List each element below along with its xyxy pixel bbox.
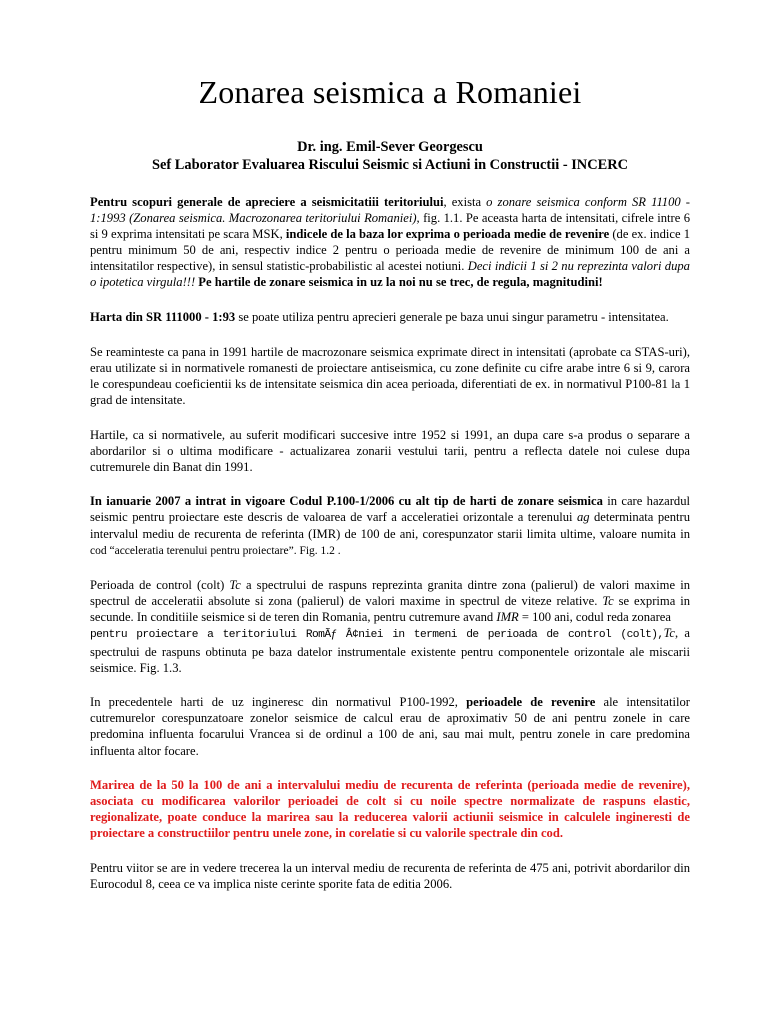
- p1-standard-ref: o zonare seismica conform SR 11100 - 1:1993 (Zonarea seismica. Macrozonarea teritoriului Romaniei),: [90, 195, 690, 226]
- author-name: Dr. ing. Emil-Sever Georgescu: [297, 139, 483, 155]
- p6-tc-symbol: Tc: [229, 578, 241, 593]
- paragraph-seismicity-map: [90, 194, 690, 291]
- p6-text: Perioada de control (colt): [90, 578, 230, 593]
- p7-bold-term: perioadele de revenire: [466, 695, 596, 710]
- p6-text-4: = 100 ani, codul reda zonarea: [518, 610, 671, 625]
- page-title: Zonarea seismica a Romaniei: [198, 74, 582, 110]
- p6-tc-symbol-3: Tc: [663, 626, 675, 641]
- p7-text-2: ale intensitatilor cutremurelor corespunzatoare zonelor seismice de calcul erau de aproximativ 50 de ani pentru zonele in care predomina influenta focarului Vrancea si de ordinul a 100 de ani, sau mai mult, pentru zonele in care predomina influenta altor focare.: [90, 695, 690, 758]
- p1-bold-lead: Pentru scopuri generale de apreciere a seismicitatiii teritoriului: [90, 195, 444, 209]
- p5-ag-symbol: ag: [576, 510, 590, 525]
- author-affiliation: Sef Laborator Evaluarea Riscului Seismic si Actiuni in Constructii - INCERC: [152, 157, 628, 173]
- p1-text: , exista: [443, 195, 487, 209]
- p1-warning: Deci indicii 1 si 2 nu reprezinta valori dupa o ipotetica virgula!!!: [90, 259, 690, 290]
- p1-index-note: indicele de la baza lor exprima o perioada medie de revenire: [285, 227, 610, 242]
- p6-imr-symbol: IMR: [496, 610, 519, 625]
- p6-text-5: , a spectrului de raspuns obtinuta pe baza datelor instrumentale existente pentru componentele orizontale ale miscarii seismice. Fig. 1.3.: [90, 626, 690, 675]
- author-block: [90, 138, 690, 174]
- p2-text: se poate utiliza pentru aprecieri generale pe baza unui singur parametru - intensitatea.: [235, 310, 669, 325]
- p5-text: in care hazardul seismic pentru proiectare este descris de valoarea de varf a acceleratiei orizontale a terenului: [90, 494, 690, 525]
- p2-bold-lead: Harta din SR 111000 - 1:93: [90, 310, 236, 325]
- paragraph-p100-1992: [90, 694, 690, 758]
- p6-text-2: a spectrului de raspuns reprezinta granita dintre zona (palierul) de valori maxime in spectrul de acceleratii absolute si zona (palierul) de valori maxime in spectrul de viteze relative.: [90, 578, 690, 609]
- p5-quoted-term: cod “acceleratia terenului pentru proiectare”: [90, 544, 294, 557]
- p7-text: In precedentele harti de uz ingineresc din normativul P100-1992,: [90, 695, 467, 710]
- paragraph-modifications: Hartile, ca si normativele, au suferit modificari succesive intre 1952 si 1991, an dupa care s-a produs o separare a abordarilor si o ultima modificare - actualizarea zonarii vestului tarii, pentru a reflecta datele noi culese dupa cutremurele din Banat din 1991.: [90, 427, 690, 474]
- p5-bold-lead: In ianuarie 2007 a intrat in vigoare Codul P.100-1/2006 cu alt tip de harti de zonare seismica: [90, 494, 603, 509]
- paragraph-highlight: Marirea de la 50 la 100 de ani a intervalului mediu de recurenta de referinta (perioada medie de revenire), asociata cu modificarea valorilor perioadei de colt si cu noile spectre normalizate de raspuns elastic, regionalizate, poate conduce la marirea sau la reducerea valorii actiunii seismice in calculele ingineresti de proiectare a constructiilor pentru unele zone, in corelatie si cu valorile spectrale din cod.: [90, 778, 690, 841]
- paragraph-code-2006: [90, 493, 690, 558]
- p1-text-2: fig. 1.1. Pe aceasta harta de intensitati, cifrele intre 6 si 9 exprima intensitati pe scara MSK,: [90, 211, 691, 242]
- p6-garbled-text: pentru proiectare a teritoriului RomÃƒ Â¢niei in termeni de perioada de control (colt),: [90, 629, 664, 642]
- p5-fig-ref: . Fig. 1.2 .: [293, 544, 341, 557]
- p6-text-3: se exprima in secunde. In conditiile seismice si de teren din Romania, pentru cutremure avand: [90, 594, 690, 625]
- paragraph-sr-map: [90, 309, 690, 325]
- paragraph-history: Se reaminteste ca pana in 1991 hartile de macrozonare seismica exprimate direct in intensitati (aprobate ca STAS-uri), erau utilizate si in normativele romanesti de proiectare antiseismica, cu zone definite cu cifre arabe intre 6 si 9, carora le corespundeau coeficientii ks de intensitate seismica din acea perioada, diferentiati de ex. in normativul P100-81 la 1 grad de intensitate.: [90, 344, 690, 407]
- p6-tc-symbol-2: Tc: [602, 594, 614, 609]
- p5-text-2: determinata pentru intervalul mediu de recurenta de referinta (IMR) de 100 de ani, corespunzator starii limita ultime, valoare numita in: [90, 510, 690, 541]
- p1-text-3: (de ex. indice 1 pentru minimum 50 de ani, respectiv indice 2 pentru o perioada medie de revenire de minimum 100 de ani a intensitatilor respective), in sensul statistic-probabilistic al acestei notiuni.: [90, 227, 690, 274]
- p1-magnitude-note: Pe hartile de zonare seismica in uz la noi nu se trec, de regula, magnitudini!: [195, 275, 603, 290]
- paragraph-future: Pentru viitor se are in vedere trecerea la un interval mediu de recurenta de referinta de 475 ani, potrivit abordarilor din Eurocodul 8, ceea ce va implica niste cerinte sporite fata de editia 2006.: [90, 861, 690, 892]
- paragraph-control-period: [90, 577, 690, 676]
